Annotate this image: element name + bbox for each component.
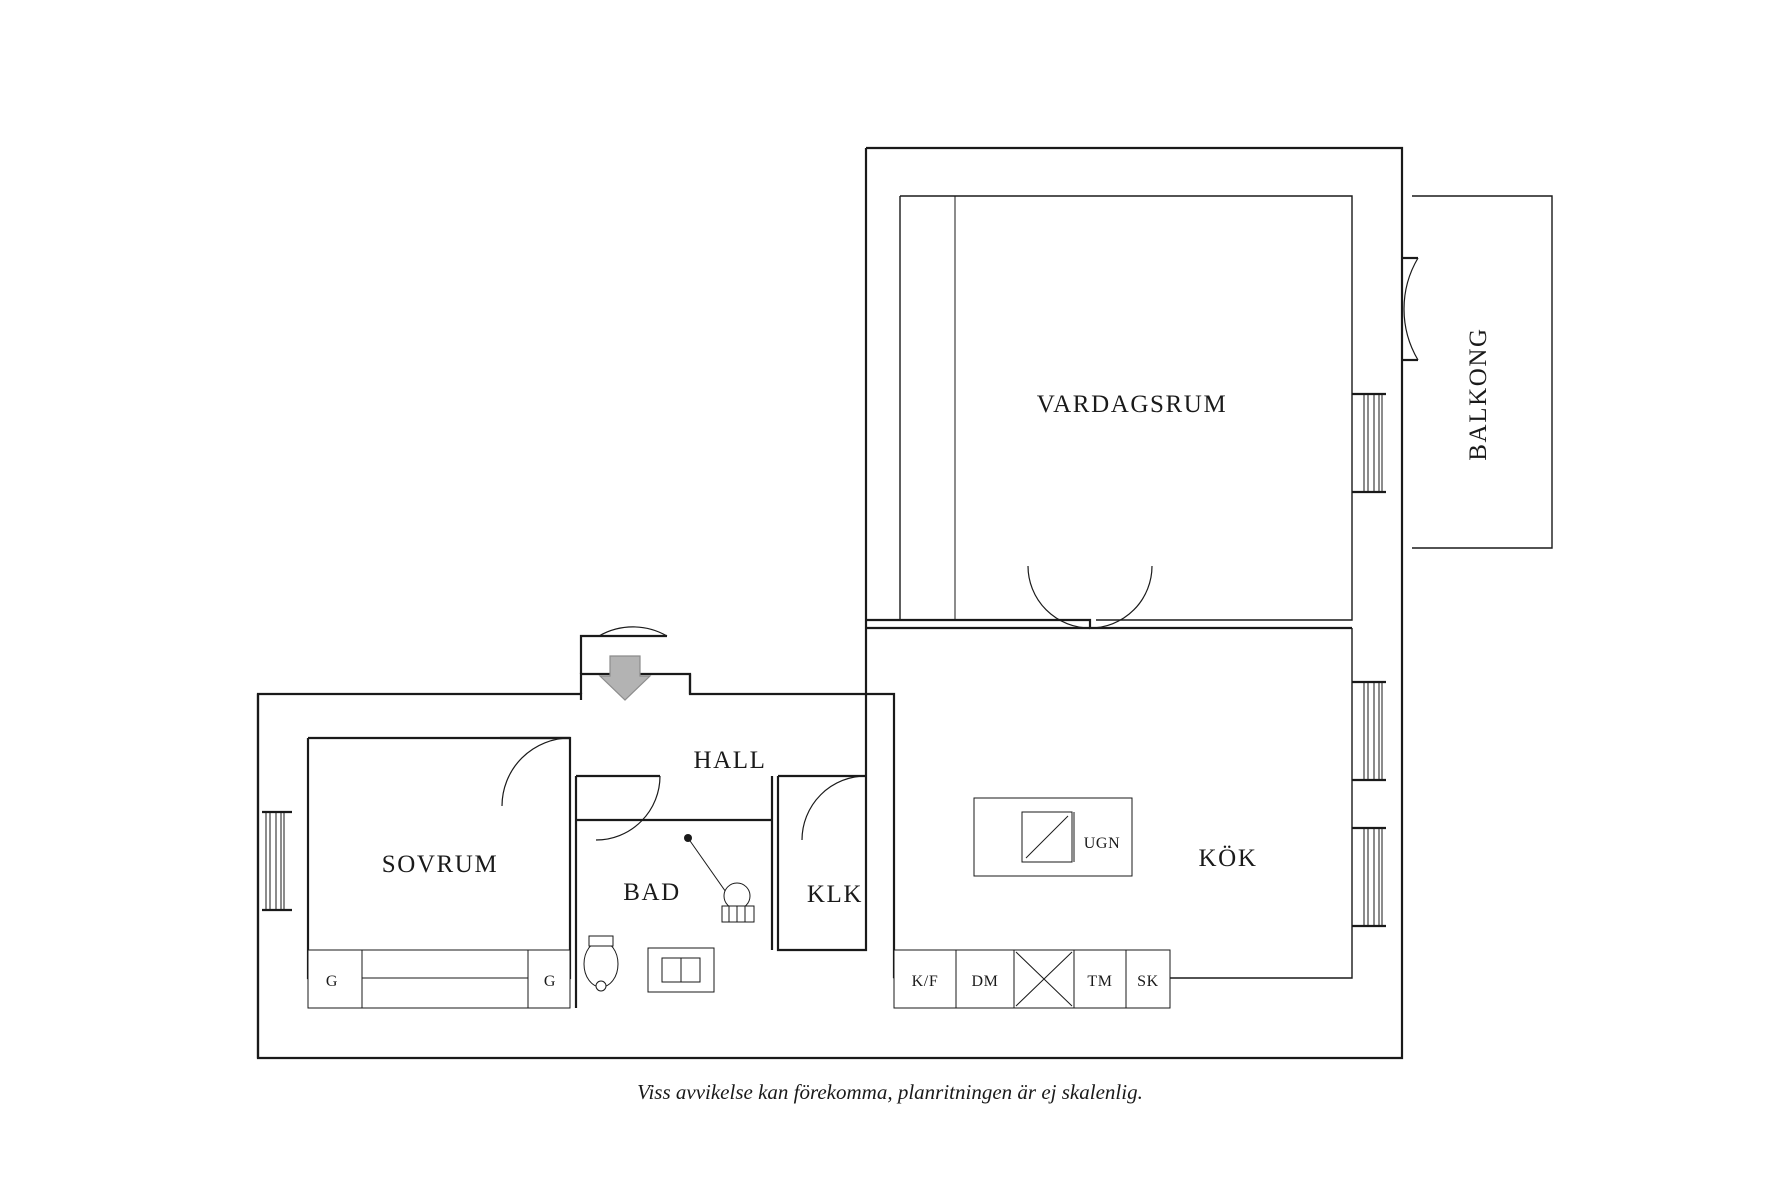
- appliance-ugn: [974, 798, 1132, 876]
- window-kok-right-lower: [1352, 828, 1386, 926]
- room-label-klk: KLK: [806, 881, 864, 908]
- room-hall: [581, 627, 767, 774]
- appliance-label-sk: SK: [1137, 973, 1159, 990]
- wardrobe-label-left: G: [325, 973, 339, 990]
- window-kok-right-upper: [1352, 682, 1386, 780]
- room-klk: [778, 776, 866, 950]
- room-sovrum: [308, 738, 570, 1008]
- entrance-arrow: [600, 656, 650, 700]
- room-balkong: [1402, 196, 1552, 548]
- room-bad: [576, 776, 772, 1008]
- fixture-shower: [684, 834, 754, 922]
- plan-disclaimer: Viss avvikelse kan förekomma, planritningen är ej skalenlig.: [637, 1080, 1143, 1104]
- room-label-sovrum: SOVRUM: [381, 851, 499, 878]
- appliance-label-dm: DM: [971, 973, 999, 990]
- room-label-vardagsrum: VARDAGSRUM: [1036, 391, 1228, 418]
- wardrobe-label-right: G: [543, 973, 557, 990]
- appliance-run: [894, 950, 1170, 1008]
- room-label-hall: HALL: [693, 747, 767, 774]
- room-label-kok: KÖK: [1198, 845, 1258, 872]
- appliance-label-tm: TM: [1087, 973, 1113, 990]
- room-label-bad: BAD: [623, 879, 681, 906]
- fixture-toilet: [584, 936, 618, 991]
- room-vardagsrum: [866, 196, 1352, 628]
- fixture-sink: [648, 948, 714, 992]
- window-sovrum-left: [262, 812, 292, 910]
- appliance-label-kf: K/F: [911, 973, 939, 990]
- room-label-balkong: BALKONG: [1465, 327, 1492, 461]
- room-kok: [894, 628, 1352, 1008]
- outer-walls: [258, 148, 1402, 1058]
- appliance-label-ugn: UGN: [1083, 835, 1121, 852]
- wardrobe-run: [308, 950, 570, 1008]
- window-vardagsrum-right: [1352, 394, 1386, 492]
